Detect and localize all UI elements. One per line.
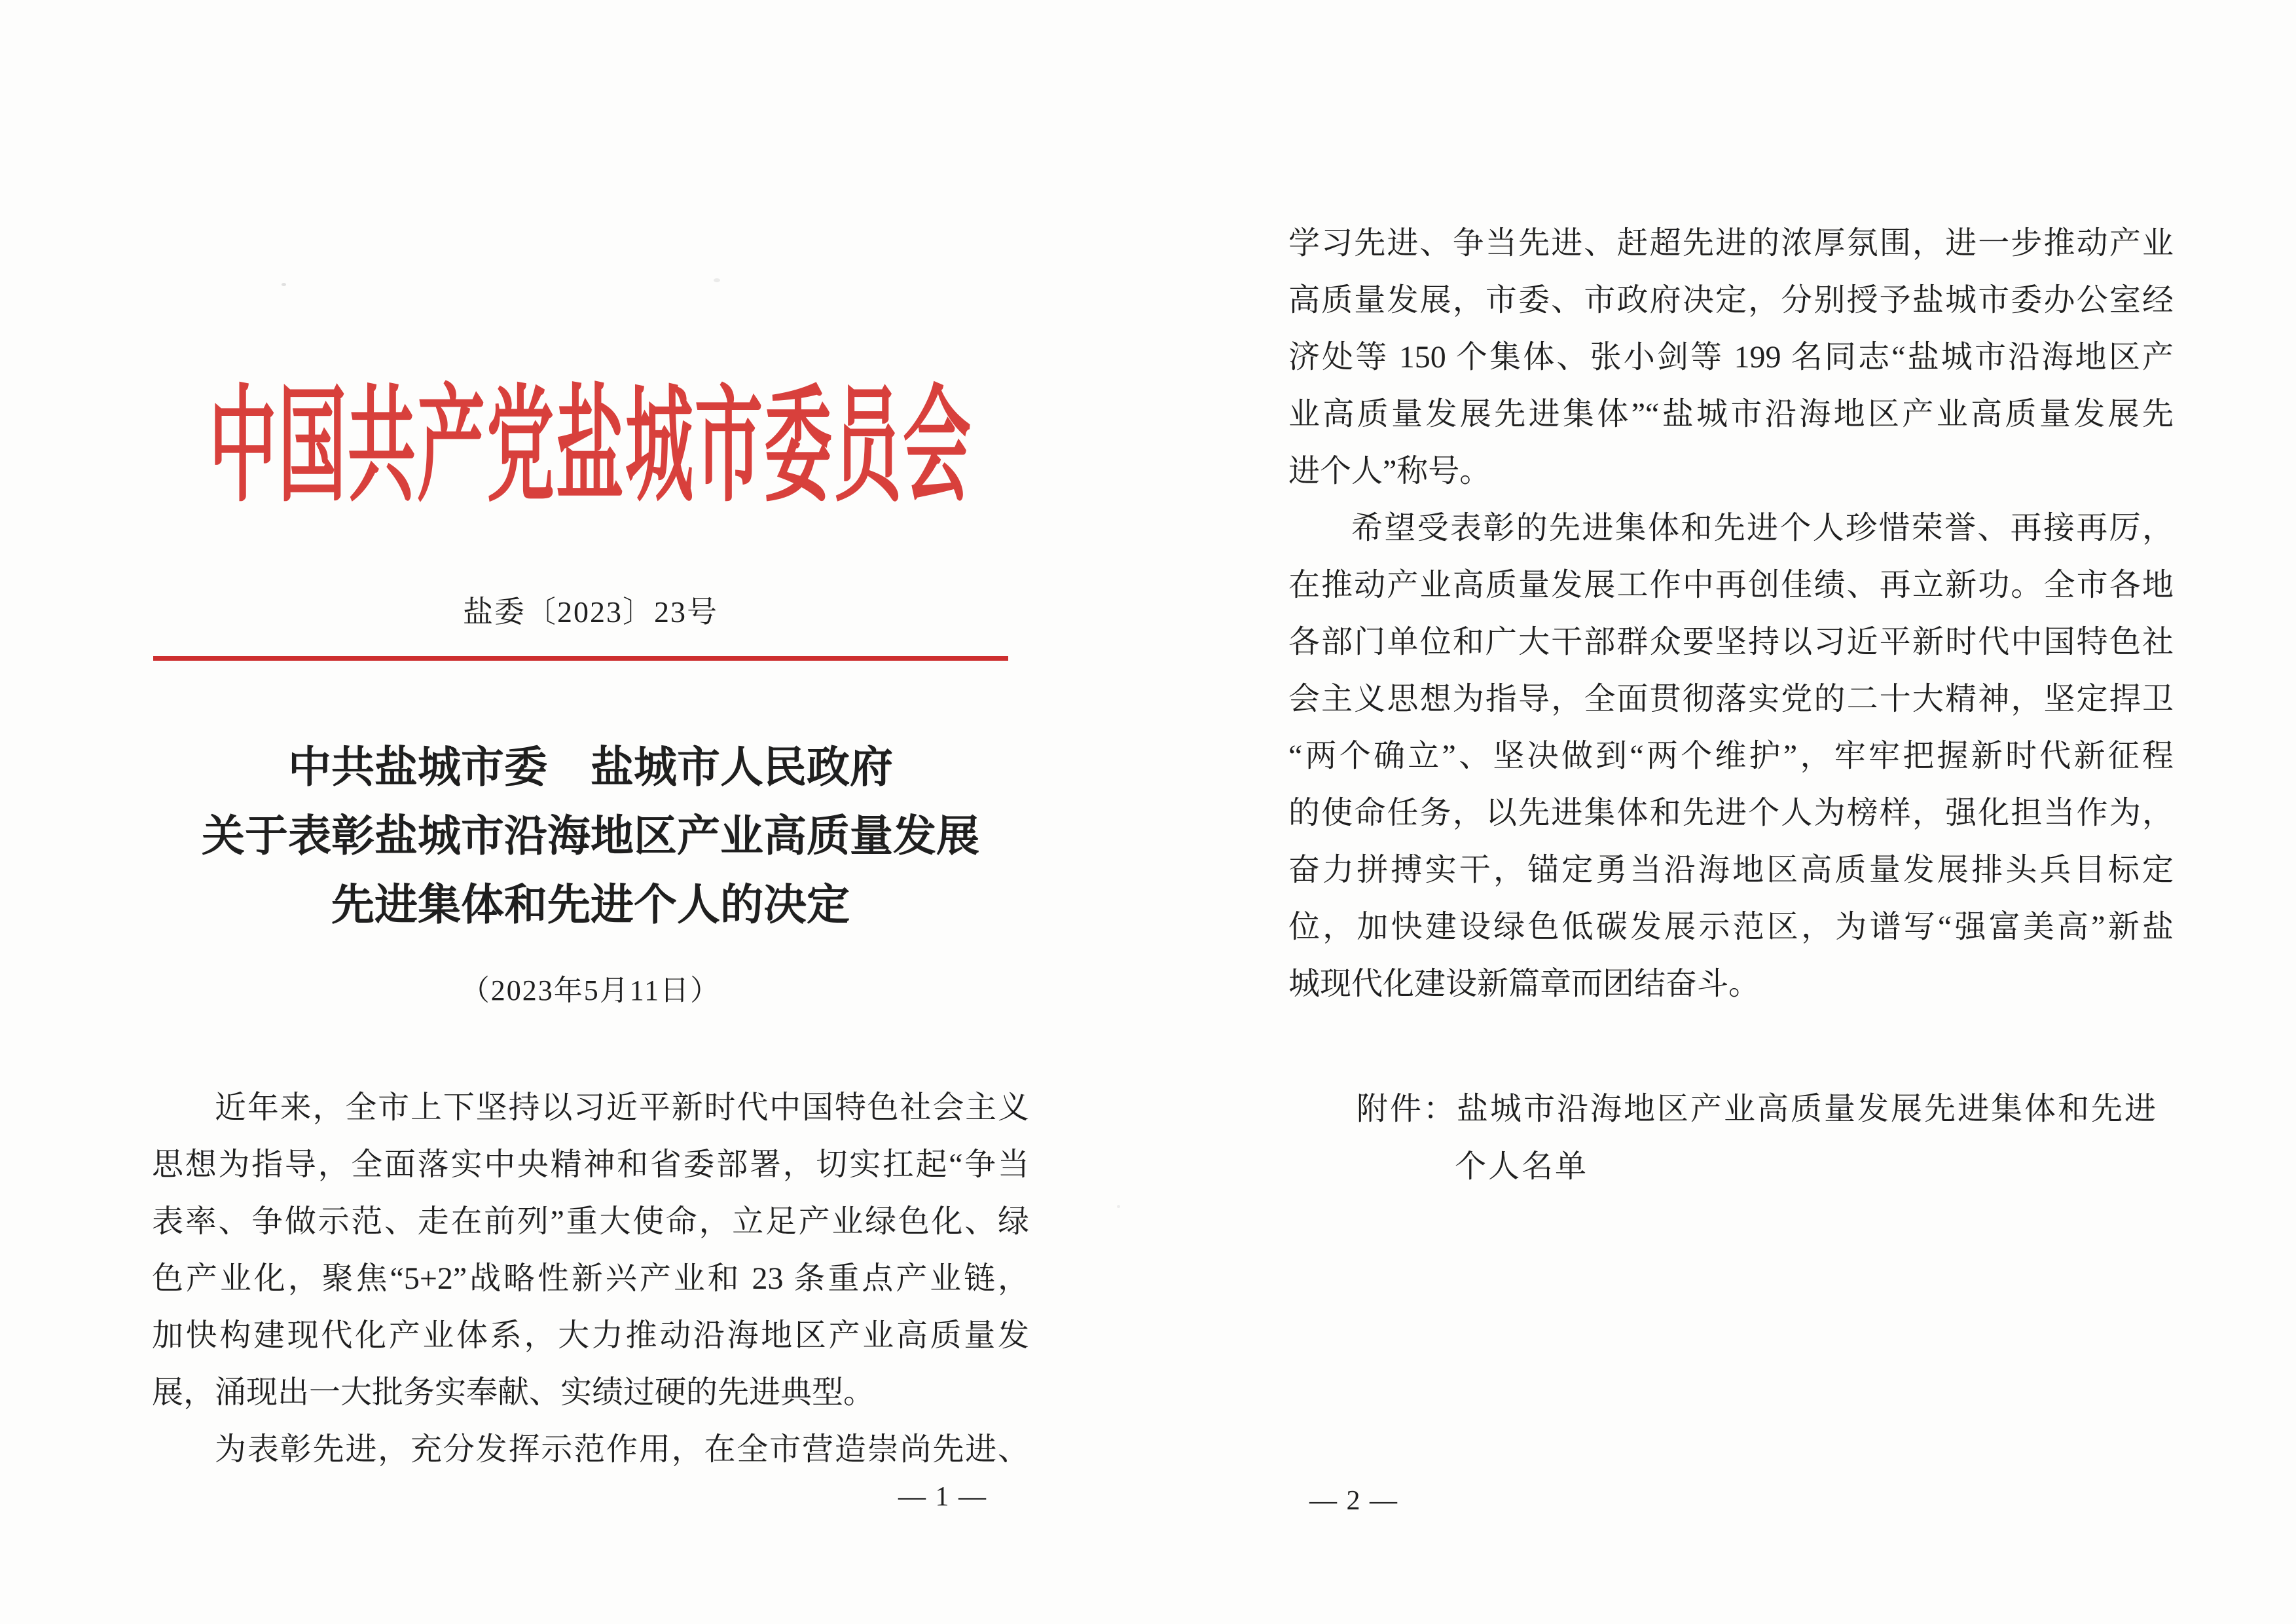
document-title-line: 中共盐城市委 盐城市人民政府 [288, 744, 893, 792]
document-title [152, 733, 1029, 940]
body-line: 各部门单位和广大干部群众要坚持以习近平新时代中国特色社 [1288, 625, 2174, 659]
body-line: 思想为指导，全面落实中央精神和省委部署，切实扛起“争当 [152, 1147, 1029, 1182]
page-number-2: — 2 — [1309, 1486, 1398, 1516]
page-number-1: — 1 — [898, 1482, 987, 1512]
document-date: （2023年5月11日） [460, 974, 721, 1006]
body-line: 奋力拼搏实干，锚定勇当沿海地区高质量发展排头兵目标定 [1288, 853, 2174, 887]
scan-speckle [1117, 1205, 1120, 1208]
red-letterhead [152, 359, 1029, 517]
document-title-line: 先进集体和先进个人的决定 [331, 881, 850, 929]
body-line: 色产业化，聚焦“5+2”战略性新兴产业和 23 条重点产业链， [152, 1261, 1029, 1296]
document-number: 盐委〔2023〕23号 [463, 595, 718, 629]
body-line: 希望受表彰的先进集体和先进个人珍惜荣誉、再接再厉， [1351, 511, 2174, 545]
body-line: 进个人”称号。 [1288, 454, 1491, 489]
issuing-authority-title: 中国共产党盐城市委员会 [208, 378, 972, 517]
body-line: 表率、争做示范、走在前列”重大使命，立足产业绿色化、绿 [152, 1204, 1029, 1239]
body-line: “两个确立”、坚决做到“两个维护”，牢牢把握新时代新征程 [1288, 739, 2174, 773]
document-title-line: 关于表彰盐城市沿海地区产业高质量发展 [202, 813, 979, 860]
body-line: 位，加快建设绿色低碳发展示范区，为谱写“强富美高”新盐 [1288, 910, 2174, 944]
body-line: 近年来，全市上下坚持以习近平新时代中国特色社会主义 [215, 1090, 1029, 1125]
attachment-note [1357, 1080, 2181, 1196]
body-line: 业高质量发展先进集体”“盐城市沿海地区产业高质量发展先 [1288, 397, 2174, 432]
red-divider-line [153, 656, 1008, 661]
page-2-body [1288, 215, 2174, 1012]
body-line: 加快构建现代化产业体系，大力推动沿海地区产业高质量发 [152, 1318, 1029, 1353]
body-line: 展，涌现出一大批务实奉献、实绩过硬的先进典型。 [152, 1375, 875, 1410]
body-line: 学习先进、争当先进、赶超先进的浓厚氛围，进一步推动产业 [1288, 226, 2174, 261]
page-1-body [152, 1079, 1029, 1478]
body-line: 会主义思想为指导，全面贯彻落实党的二十大精神，坚定捍卫 [1288, 682, 2174, 716]
body-line: 济处等 150 个集体、张小剑等 199 名同志“盐城市沿海地区产 [1288, 340, 2174, 375]
scan-speckle [282, 283, 286, 286]
body-line: 在推动产业高质量发展工作中再创佳绩、再立新功。全市各地 [1288, 568, 2174, 602]
body-line: 城现代化建设新篇章而团结奋斗。 [1288, 967, 1760, 1001]
scan-speckle [714, 278, 720, 282]
attachment-line: 个人名单 [1455, 1149, 1589, 1184]
body-line: 高质量发展，市委、市政府决定，分别授予盐城市委办公室经 [1288, 283, 2174, 318]
body-line: 的使命任务，以先进集体和先进个人为榜样，强化担当作为， [1288, 796, 2174, 830]
body-line: 为表彰先进，充分发挥示范作用，在全市营造崇尚先进、 [215, 1432, 1029, 1467]
attachment-line: 附件：盐城市沿海地区产业高质量发展先进集体和先进 [1357, 1092, 2159, 1126]
